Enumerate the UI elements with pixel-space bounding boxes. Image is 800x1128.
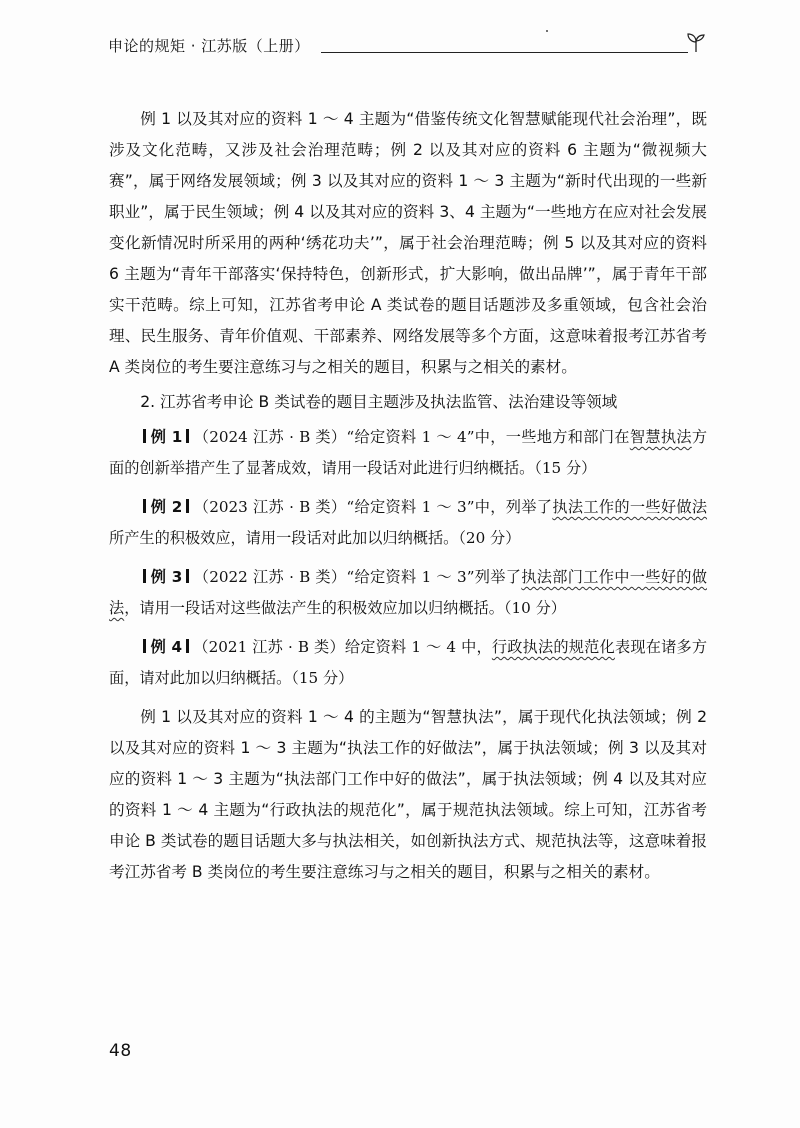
bracket-bar-icon (143, 639, 146, 653)
page-content (109, 104, 707, 888)
example-tag: 例 1 (150, 428, 183, 446)
example-text: 所产生的积极效应，请用一段话对此加以归纳概括。（20 分） (109, 529, 521, 547)
sprout-icon (684, 30, 708, 54)
scan-speck (546, 30, 548, 32)
page-number: 48 (109, 1041, 132, 1061)
example-text: 方面的创新举措产生了显著成效，请用一段话对此进行归纳概括。（15 分） (109, 428, 708, 477)
example-text: 表现在诸多方面，请对此加以归纳概括。（15 分） (109, 638, 708, 687)
bracket-bar-icon (186, 639, 189, 653)
example-highlight: 行政执法的规范化 (491, 638, 615, 656)
example-text: （2024 江苏 · B 类）“给定资料 1 ～ 4”中，一些地方和部门在 (193, 428, 630, 446)
example-item (109, 562, 707, 624)
example-text: （2023 江苏 · B 类）“给定资料 1 ～ 3”中，列举了 (193, 498, 553, 516)
running-header (108, 36, 708, 58)
bracket-bar-icon (143, 569, 146, 583)
example-item (109, 632, 707, 694)
example-highlight: 智慧执法 (629, 428, 692, 446)
example-item (109, 422, 707, 484)
example-text: ，请用一段话对这些做法产生的积极效应加以归纳概括。（10 分） (124, 599, 566, 617)
summary-paragraph-a: 例 1 以及其对应的资料 1 ～ 4 主题为“借鉴传统文化智慧赋能现代社会治理”，既涉及文化范畴，又涉及社会治理范畴；例 2 以及其对应的资料 6 主题为“微视频大赛”，属于网络发展领域；例 3 以及其对应的资料 1 ～ 3 主题为“新时代出现的一些新职业”，属于民生领域；例 4 以及其对应的资料 3、4 主题为“一些地方在应对社会发展变化新情况时所采用的两种‘绣花功夫’”，属于社会治理范畴；例 5 以及其对应的资料 6 主题为“青年干部落实‘保持特色，创新形式，扩大影响，做出品牌’”，属于青年干部实干范畴。综上可知，江苏省考申论 A 类试卷的题目话题涉及多重领域，包含社会治理、民生服务、青年价值观、干部素养、网络发展等多个方面，这意味着报考江苏省考 A 类岗位的考生要注意练习与之相关的题目，积累与之相关的素材。 (109, 110, 707, 376)
example-highlight: 执法部门工作中一些好的做法 (109, 568, 707, 617)
bracket-bar-icon (143, 429, 146, 443)
example-tag: 例 3 (150, 568, 183, 586)
bracket-bar-icon (186, 499, 189, 513)
section-heading: 2. 江苏省考申论 B 类试卷的题目主题涉及执法监管、法治建设等领域 (140, 393, 618, 411)
bracket-bar-icon (143, 499, 146, 513)
example-highlight: 执法工作的一些好做法 (552, 498, 708, 516)
example-tag: 例 4 (150, 638, 183, 656)
summary-paragraph-b: 例 1 以及其对应的资料 1 ～ 4 的主题为“智慧执法”，属于现代化执法领域；例 2 以及其对应的资料 1 ～ 3 主题为“执法工作的好做法”，属于执法领域；例 3 以及其对应的资料 1 ～ 3 主题为“执法部门工作中好的做法”，属于执法领域；例 4 以及其对应的资料 1 ～ 4 主题为“行政执法的规范化”，属于规范执法领域。综上可知，江苏省考申论 B 类试卷的题目话题大多与执法相关，如创新执法方式、规范执法等，这意味着报考江苏省考 B 类岗位的考生要注意练习与之相关的题目，积累与之相关的素材。 (109, 708, 707, 881)
bracket-bar-icon (186, 429, 189, 443)
header-title: 申论的规矩 · 江苏版（上册） (108, 37, 310, 55)
bracket-bar-icon (186, 569, 189, 583)
example-item (109, 492, 707, 554)
example-text: （2022 江苏 · B 类）“给定资料 1 ～ 3”列举了 (193, 568, 522, 586)
example-tag: 例 2 (150, 498, 183, 516)
header-rule (321, 52, 688, 53)
example-text: （2021 江苏 · B 类）给定资料 1 ～ 4 中， (193, 638, 492, 656)
